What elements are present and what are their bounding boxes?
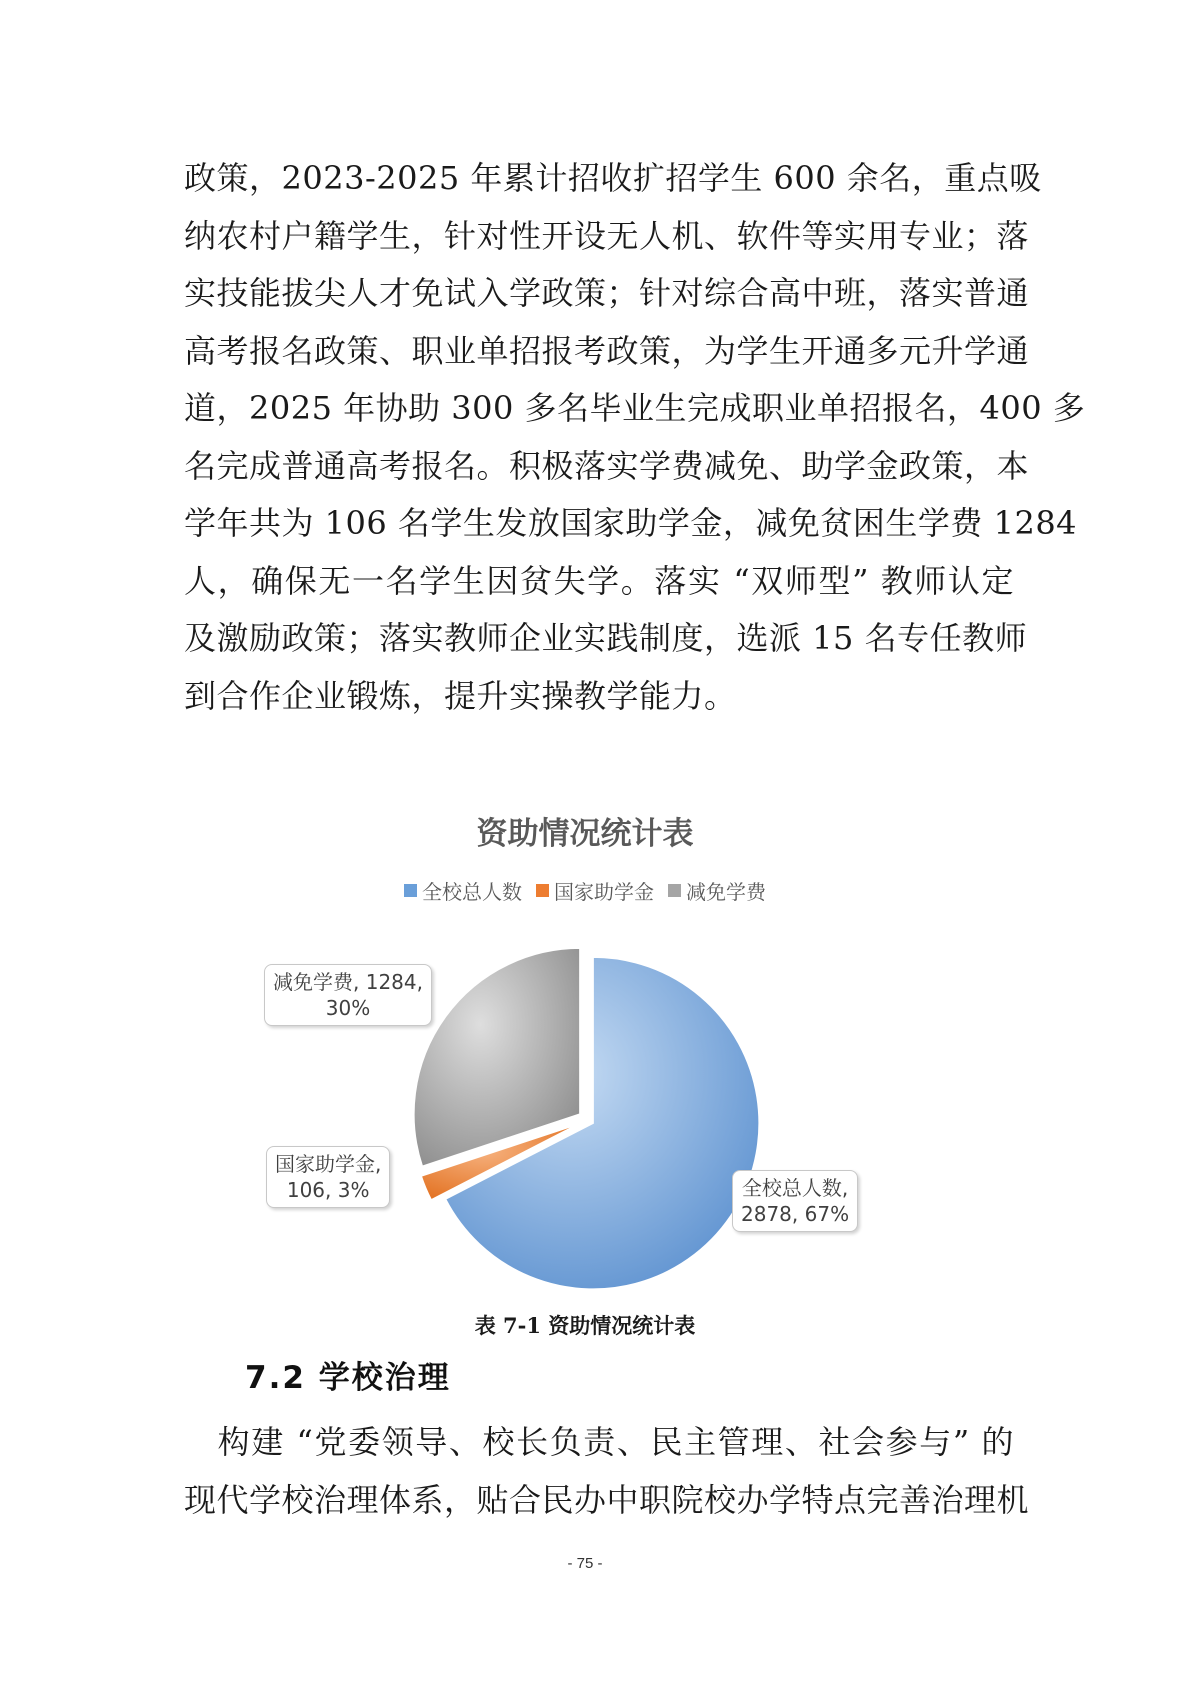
data-label-tuition-line2: 30% bbox=[325, 996, 371, 1020]
legend-label-grant: 国家助学金 bbox=[554, 880, 654, 904]
paragraph1-line: 实技能拔尖人才免试入学政策；针对综合高中班，落实普通 bbox=[184, 274, 1030, 312]
data-label-grant-line2: 106, 3% bbox=[286, 1178, 370, 1202]
data-label-grant-line1: 国家助学金, bbox=[275, 1152, 382, 1176]
data-label-total-line2: 2878, 67% bbox=[741, 1202, 850, 1226]
legend-label-tuition: 减免学费 bbox=[686, 880, 766, 904]
paragraph1-line: 高考报名政策、职业单招报考政策，为学生开通多元升学通 bbox=[184, 331, 1030, 370]
paragraph1-line: 到合作企业锻炼，提升实操教学能力。 bbox=[184, 676, 737, 715]
paragraph2-line: 构建 “党委领导、校长负责、民主管理、社会参与” 的 bbox=[184, 1423, 1014, 1461]
chart-title: 资助情况统计表 bbox=[476, 816, 694, 852]
paragraph1-line: 纳农村户籍学生，针对性开设无人机、软件等实用专业；落 bbox=[184, 216, 1030, 255]
page-number: - 75 - bbox=[567, 1555, 603, 1572]
data-label-tuition-line1: 减免学费, 1284, bbox=[273, 970, 423, 994]
paragraph1-line: 及激励政策；落实教师企业实践制度，选派 15 名专任教师 bbox=[184, 619, 1028, 657]
legend-label-total: 全校总人数 bbox=[422, 880, 522, 904]
data-label-grant bbox=[266, 1146, 390, 1208]
data-label-tuition bbox=[264, 964, 432, 1026]
paragraph1-line: 名完成普通高考报名。积极落实学费减免、助学金政策，本 bbox=[184, 446, 1030, 485]
data-label-total bbox=[732, 1170, 858, 1232]
section-heading: 7.2 学校治理 bbox=[245, 1360, 451, 1396]
paragraph2-line: 现代学校治理体系，贴合民办中职院校办学特点完善治理机 bbox=[184, 1480, 1030, 1519]
data-label-total-line1: 全校总人数, bbox=[741, 1176, 849, 1200]
paragraph1-line: 学年共为 106 名学生发放国家助学金，减免贫困生学费 1284 bbox=[184, 504, 1078, 542]
table-caption: 表 7-1 资助情况统计表 bbox=[474, 1313, 696, 1338]
paragraph1-line: 道，2025 年协助 300 多名毕业生完成职业单招报名，400 多 bbox=[184, 389, 1086, 427]
paragraph1-line: 政策，2023-2025 年累计招收扩招学生 600 余名，重点吸 bbox=[184, 159, 1042, 197]
paragraph1-line: 人，确保无一名学生因贫失学。落实 “双师型” 教师认定 bbox=[184, 561, 1014, 600]
